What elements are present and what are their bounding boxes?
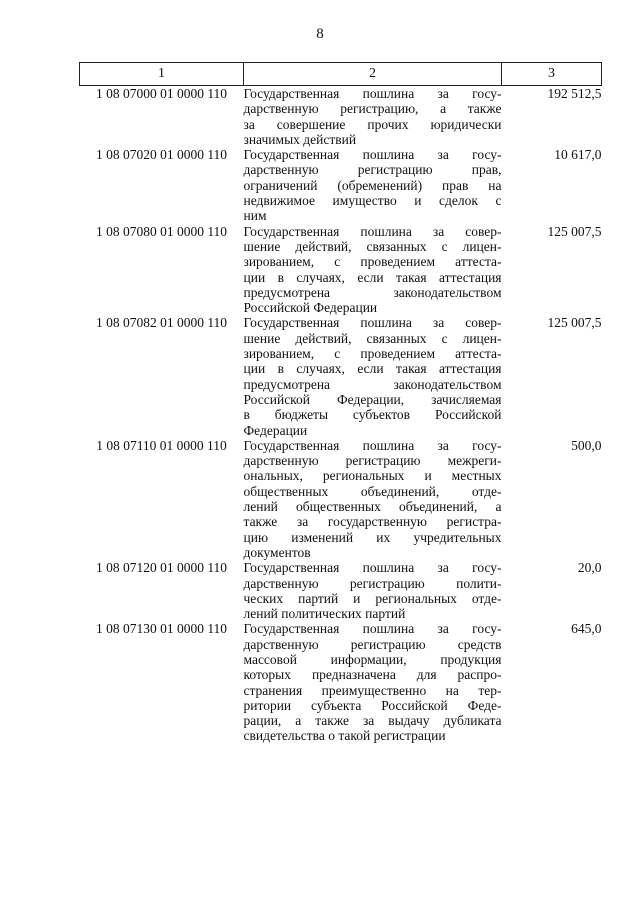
table-row xyxy=(80,315,602,437)
description-line: недвижимое имущество и сделок с xyxy=(243,193,502,209)
table-row xyxy=(80,86,602,148)
description-line: Государственная пошлина за совер- xyxy=(243,223,502,239)
description-line: шение действий, связанных с лицен- xyxy=(243,330,502,346)
description-line: Государственная пошлина за госу- xyxy=(243,86,502,101)
budget-code-cell: 1 08 07020 01 0000 110 xyxy=(95,147,228,163)
description-line: дарственную регистрацию средств xyxy=(243,636,502,652)
table-row xyxy=(80,224,602,316)
description-line: Государственная пошлина за госу- xyxy=(243,621,502,637)
description-line: Государственная пошлина за госу- xyxy=(243,147,502,163)
description-line: предусмотрена законодательством xyxy=(243,376,502,392)
description-line: в бюджеты субъектов Российской xyxy=(243,407,502,423)
description-line: дарственную регистрацию, а также xyxy=(243,101,502,117)
description-line: Федерации xyxy=(243,422,308,438)
description-line: дарственную регистрацию прав, xyxy=(243,162,502,178)
description-line: цию изменений их учредительных xyxy=(243,529,502,545)
budget-code-cell: 1 08 07000 01 0000 110 xyxy=(95,86,228,101)
description-line: ональных, региональных и местных xyxy=(243,468,502,484)
description-cell xyxy=(244,560,502,621)
description-line: рации, а также за выдачу дубликата xyxy=(243,713,502,729)
column-header-2: 2 xyxy=(244,63,502,86)
budget-code-cell: 1 08 07110 01 0000 110 xyxy=(96,437,227,453)
page-number: 8 xyxy=(316,26,324,42)
amount-cell: 125 007,5 xyxy=(547,223,602,239)
table-row xyxy=(80,621,602,743)
description-line: шение действий, связанных с лицен- xyxy=(243,238,502,254)
table-row xyxy=(80,147,602,223)
description-line: общественных объединений, отде- xyxy=(243,483,502,499)
table-row xyxy=(80,438,602,560)
description-line: странения преимущественно на тер- xyxy=(243,682,502,698)
description-cell xyxy=(244,147,502,223)
description-line: ритории субъекта Российской Феде- xyxy=(243,697,502,713)
description-line: документов xyxy=(243,544,311,560)
amount-cell: 645,0 xyxy=(571,621,602,637)
description-line: лений политических партий xyxy=(243,606,406,622)
description-line: массовой информации, продукция xyxy=(243,651,502,667)
description-line: Российской Федерации, зачисляемая xyxy=(243,391,502,407)
budget-code-cell: 1 08 07082 01 0000 110 xyxy=(95,315,228,331)
amount-cell: 125 007,5 xyxy=(547,315,602,331)
description-line: ческих партий и региональных отде- xyxy=(243,590,502,606)
budget-code-cell: 1 08 07120 01 0000 110 xyxy=(95,560,228,576)
description-line: Российской Федерации xyxy=(243,300,378,316)
budget-revenue-table xyxy=(79,62,602,744)
description-line: ограничений (обременений) прав на xyxy=(243,177,502,193)
description-line: Государственная пошлина за госу- xyxy=(243,560,502,576)
amount-cell: 500,0 xyxy=(571,437,602,453)
description-cell xyxy=(244,224,502,316)
description-line: дарственную регистрацию межреги- xyxy=(243,453,502,469)
description-line: лений общественных объединений, а xyxy=(243,499,502,515)
description-line: также за государственную регистра- xyxy=(243,514,502,530)
budget-code-cell: 1 08 07130 01 0000 110 xyxy=(95,621,228,637)
column-header-3: 3 xyxy=(502,63,602,86)
description-line: ции в случаях, если такая аттестация xyxy=(243,269,502,285)
description-cell xyxy=(244,621,502,743)
description-line: дарственную регистрацию полити- xyxy=(243,575,502,591)
description-line: значимых действий xyxy=(243,131,357,147)
description-cell xyxy=(244,86,502,148)
table-row xyxy=(80,560,602,621)
description-line: ним xyxy=(243,208,267,224)
description-line: зированием, с проведением аттеста- xyxy=(243,346,502,362)
description-line: зированием, с проведением аттеста- xyxy=(243,254,502,270)
amount-cell: 192 512,5 xyxy=(547,86,602,101)
description-line: которых предназначена для распро- xyxy=(243,667,502,683)
description-line: предусмотрена законодательством xyxy=(243,284,502,300)
description-line: ции в случаях, если такая аттестация xyxy=(243,361,502,377)
budget-code-cell: 1 08 07080 01 0000 110 xyxy=(95,223,228,239)
description-line: Государственная пошлина за совер- xyxy=(243,315,502,331)
amount-cell: 10 617,0 xyxy=(554,147,602,163)
description-line: Государственная пошлина за госу- xyxy=(243,437,502,453)
description-line: свидетельства о такой регистрации xyxy=(243,728,446,744)
column-header-1: 1 xyxy=(80,63,244,86)
description-line: за совершение прочих юридически xyxy=(243,116,502,132)
amount-cell: 20,0 xyxy=(577,560,602,576)
description-cell xyxy=(244,315,502,437)
description-cell xyxy=(244,438,502,560)
table-header-row xyxy=(80,63,602,86)
